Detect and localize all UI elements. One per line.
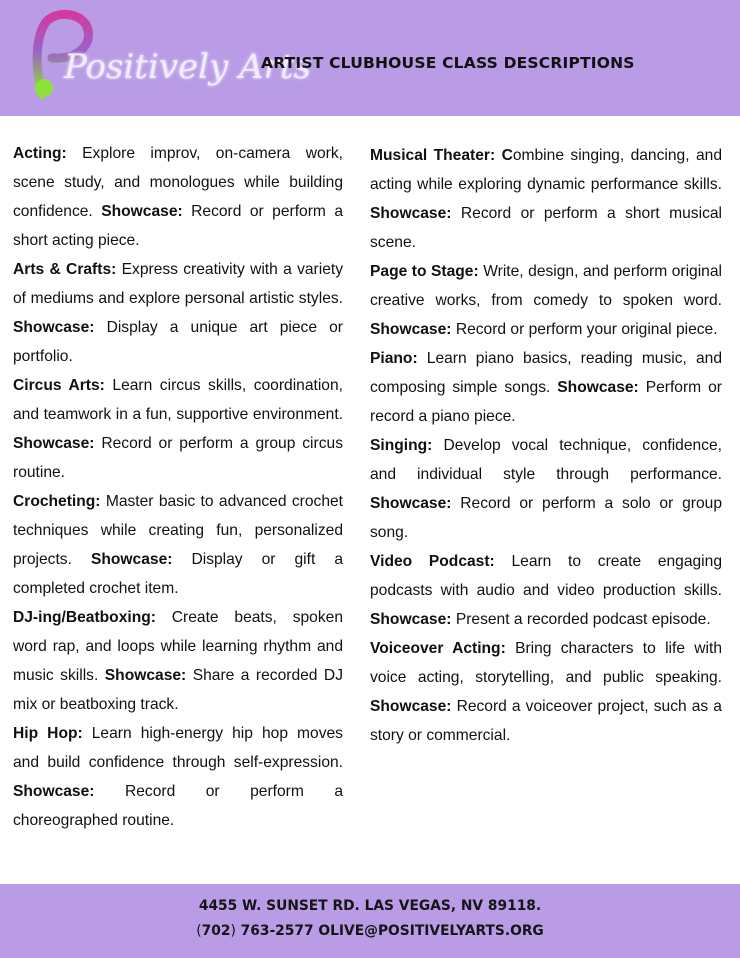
class-name: Crocheting: xyxy=(13,493,101,510)
class-entry-video-podcast xyxy=(370,547,722,634)
showcase-text: Record or perform your original piece. xyxy=(455,321,718,338)
class-entry-page-to-stage xyxy=(370,257,722,344)
class-description: Bring characters to life with voice acting, storytelling, and public speaking. xyxy=(370,640,723,686)
showcase-text: Share a recorded DJ mix or beatboxing track. xyxy=(13,667,343,713)
phone-paren-close: ) xyxy=(230,923,236,939)
class-name: Singing: xyxy=(370,437,433,454)
class-name: Musical Theater: C xyxy=(370,147,513,164)
page-title: ARTIST CLUBHOUSE CLASS DESCRIPTIONS xyxy=(261,54,635,72)
showcase-label: Showcase: xyxy=(13,783,95,800)
class-name: DJ-ing/Beatboxing: xyxy=(13,609,156,626)
class-list-right xyxy=(370,141,722,750)
showcase-text: Perform or record a piano piece. xyxy=(370,379,722,425)
showcase-label: Showcase: xyxy=(90,551,173,568)
showcase-text: Record or perform a short musical scene. xyxy=(370,205,722,251)
showcase-text: Display a unique art piece or portfolio. xyxy=(13,319,343,365)
class-description: Create beats, spoken word rap, and loops while learning rhythm and music skills. xyxy=(13,609,343,684)
footer-banner xyxy=(0,884,740,958)
showcase-label: Showcase: xyxy=(370,205,452,222)
class-description: Explore improv, on-camera work, scene study, and monologues while building confidence. xyxy=(13,145,343,220)
phone-number: 763-2577 xyxy=(240,923,314,939)
showcase-label: Showcase: xyxy=(557,379,639,396)
class-description: Express creativity with a variety of mediums and explore personal artistic styles. xyxy=(13,261,344,307)
showcase-text: Display or gift a completed crochet item. xyxy=(13,551,343,597)
positively-arts-logo xyxy=(22,6,311,102)
class-name: Arts & Crafts: xyxy=(13,261,117,278)
class-description: Learn to create engaging podcasts with audio and video production skills. xyxy=(370,553,722,599)
showcase-label: Showcase: xyxy=(370,611,452,628)
class-name: Hip Hop: xyxy=(13,725,83,742)
class-name: Page to Stage: xyxy=(370,263,479,280)
class-entry-crocheting xyxy=(13,487,343,603)
footer-address: 4455 W. SUNSET RD. LAS VEGAS, NV 89118. xyxy=(198,898,542,914)
class-entry-musical-theater xyxy=(370,141,722,257)
showcase-text: Record or perform a solo or group song. xyxy=(370,495,722,541)
class-entry-circus-arts xyxy=(13,371,343,487)
class-name: Piano: xyxy=(370,350,418,367)
email-address: OLIVE@POSITIVELYARTS.ORG xyxy=(318,923,544,939)
class-entry-dj-beatboxing xyxy=(13,603,343,719)
class-entry-voiceover-acting xyxy=(370,634,722,750)
class-entry-arts-crafts xyxy=(13,255,343,371)
showcase-text: Record or perform a choreographed routine. xyxy=(13,783,343,829)
showcase-label: Showcase: xyxy=(104,667,187,684)
showcase-label: Showcase: xyxy=(101,203,183,220)
class-description: Learn circus skills, coordination, and teamwork in a fun, supportive environment. xyxy=(13,377,343,423)
class-entry-acting xyxy=(13,139,343,255)
class-description: Master basic to advanced crochet techniques while creating fun, personalized projects. xyxy=(13,493,343,568)
class-description: Develop vocal technique, confidence, and individual style through performance. xyxy=(370,437,722,483)
phone-paren-open: ( xyxy=(196,923,202,939)
showcase-text: Record or perform a group circus routine. xyxy=(13,435,343,481)
phone-area-code: 702 xyxy=(201,923,231,939)
showcase-label: Showcase: xyxy=(13,319,95,336)
footer-contact xyxy=(0,923,740,939)
class-description: Write, design, and perform original creative works, from comedy to spoken word. xyxy=(370,263,722,309)
showcase-label: Showcase: xyxy=(370,495,452,512)
class-name: Video Podcast: xyxy=(370,553,495,570)
logo-graphic xyxy=(22,6,311,102)
showcase-label: Showcase: xyxy=(370,321,452,338)
class-description: ombine singing, dancing, and acting while exploring dynamic performance skills. xyxy=(370,147,722,193)
showcase-text: Record or perform a short acting piece. xyxy=(13,203,343,249)
showcase-label: Showcase: xyxy=(370,698,452,715)
showcase-text: Record a voiceover project, such as a story or commercial. xyxy=(370,698,722,744)
class-name: Voiceover Acting: xyxy=(370,640,506,657)
header-banner xyxy=(0,0,740,116)
class-description: Learn piano basics, reading music, and composing simple songs. xyxy=(370,350,722,396)
class-entry-piano xyxy=(370,344,722,431)
class-entry-hip-hop xyxy=(13,719,343,835)
class-list-left xyxy=(13,139,343,835)
class-description: Learn high-energy hip hop moves and build confidence through self-expression. xyxy=(13,725,343,771)
showcase-text: Present a recorded podcast episode. xyxy=(455,611,711,628)
class-name: Acting: xyxy=(13,145,67,162)
logo-script-text: Positively Arts xyxy=(64,47,311,87)
class-name: Circus Arts: xyxy=(13,377,105,394)
class-entry-singing xyxy=(370,431,722,547)
showcase-label: Showcase: xyxy=(13,435,95,452)
